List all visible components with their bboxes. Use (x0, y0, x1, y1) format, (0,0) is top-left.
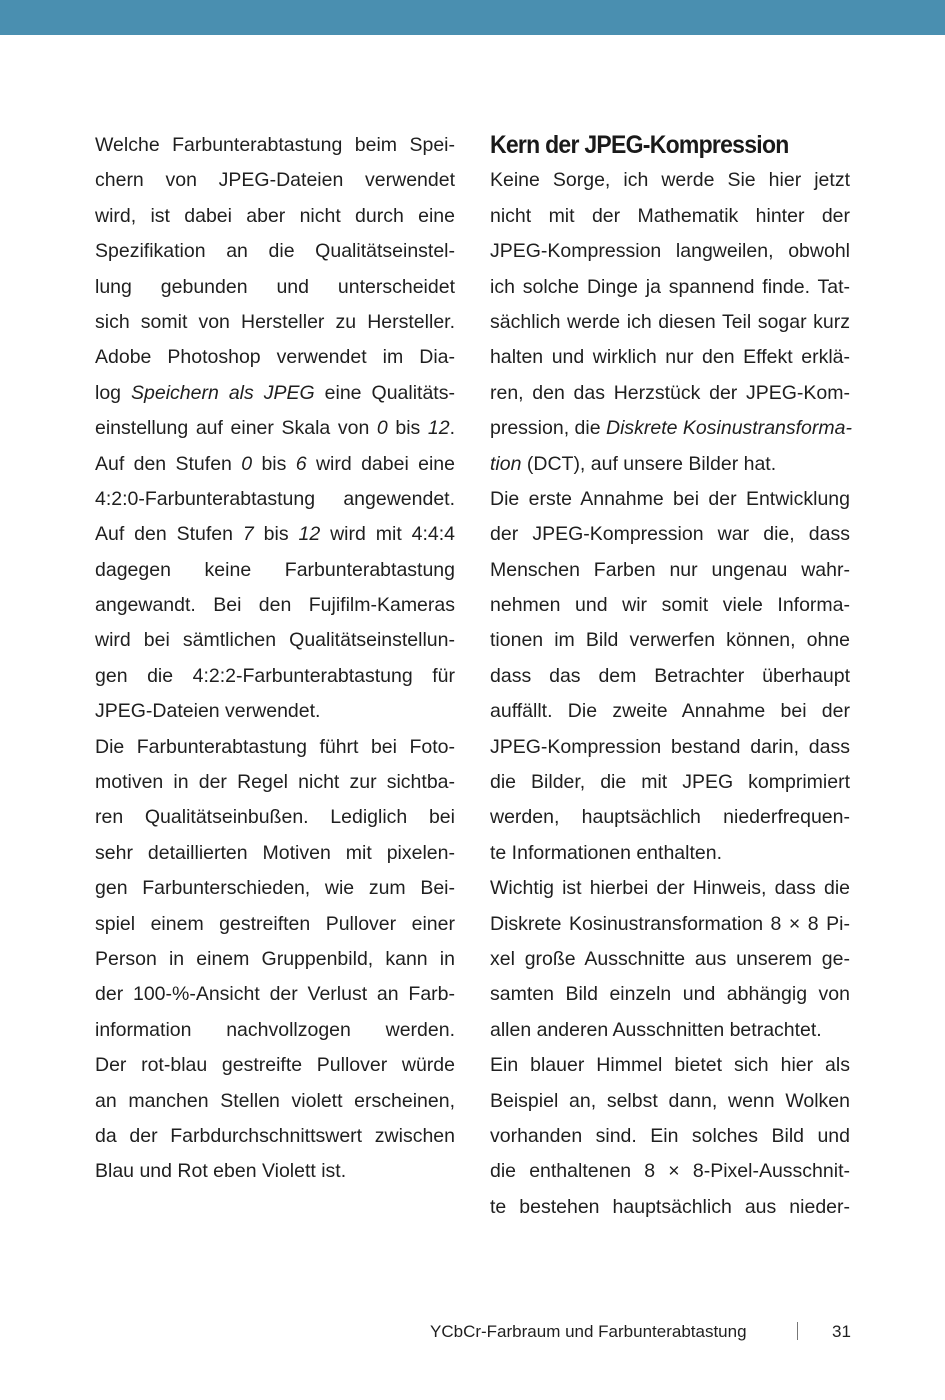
header-color-bar (0, 0, 945, 35)
text-line: sächlich werde ich diesen Teil sogar kurz (490, 310, 850, 333)
text-line: Die erste Annahme bei der Entwicklung (490, 487, 850, 510)
text-line: Auf den Stufen 0 bis 6 wird dabei eine (95, 452, 456, 475)
text-line: motiven in der Regel nicht zur sichtba- (95, 771, 455, 794)
page-number: 31 (832, 1322, 851, 1341)
text-line: Wichtig ist hierbei der Hinweis, dass die (490, 877, 850, 900)
text-line: der 100-%-Ansicht der Verlust an Farb- (95, 983, 455, 1006)
text-line: einstellung auf einer Skala von 0 bis 12. (95, 417, 456, 440)
text-line: wird bei sämtlichen Qualitätseinstellun- (95, 629, 455, 652)
text-line: ich solche Dinge ja spannend finde. Tat- (490, 275, 850, 298)
text-line: Menschen Farben nur ungenau wahr- (490, 558, 850, 581)
text-line: sich somit von Hersteller zu Hersteller. (95, 310, 455, 333)
text-line: Adobe Photoshop verwendet im Dia- (95, 346, 455, 369)
section-heading: Kern der JPEG-Kompression (490, 131, 789, 159)
text-line: lung gebunden und unterscheidet (95, 275, 455, 298)
text-line: sehr detaillierten Motiven mit pixelen- (95, 841, 455, 864)
text-line: die enthaltenen 8 × 8-Pixel-Ausschnit- (490, 1160, 850, 1183)
text-line: Blau und Rot eben Violett ist. (95, 1160, 347, 1183)
text-line: chern von JPEG-Dateien verwendet (95, 169, 455, 192)
text-line: JPEG-Kompression langweilen, obwohl (490, 240, 850, 263)
text-line: information nachvollzogen werden. (95, 1018, 455, 1041)
text-line: auffällt. Die zweite Annahme bei der (490, 700, 850, 723)
text-line: angewandt. Bei den Fujifilm-Kameras (95, 594, 455, 617)
footer-divider (797, 1322, 798, 1340)
text-line: tionen im Bild verwerfen können, ohne (490, 629, 850, 652)
text-line: spiel einem gestreiften Pullover einer (95, 912, 455, 935)
text-line: Die Farbunterabtastung führt bei Foto- (95, 735, 455, 758)
text-line: da der Farbdurchschnittswert zwischen (95, 1124, 455, 1147)
text-line: die Bilder, die mit JPEG komprimiert (490, 771, 850, 794)
right-text-column (490, 128, 850, 1225)
italic-term: Diskrete Kosinustransforma- (605, 417, 852, 440)
text-line: JPEG-Kompression bestand darin, dass (490, 735, 850, 758)
text-line: te Informationen enthalten. (490, 841, 722, 864)
text-line: wird, ist dabei aber nicht durch eine (95, 204, 455, 227)
text-line: te bestehen hauptsächlich aus nieder- (490, 1195, 850, 1218)
text-line: ren Qualitätseinbußen. Lediglich bei (95, 806, 455, 829)
text-line: dass das dem Betrachter überhaupt (490, 664, 850, 687)
text-line: samten Bild einzeln und abhängig von (490, 983, 850, 1006)
text-line: Welche Farbunterabtastung beim Spei- (95, 134, 455, 156)
text-line: nicht mit der Mathematik hinter der (490, 204, 850, 227)
text-line: Beispiel an, selbst dann, wenn Wolken (490, 1089, 850, 1112)
text-line: gen die 4:2:2-Farbunterabtastung für (95, 664, 455, 687)
text-line: 4:2:0-Farbunterabtastung angewendet. (95, 487, 455, 510)
text-line: tion (DCT), auf unsere Bilder hat. (490, 452, 777, 475)
text-line: ren, den das Herzstück der JPEG-Kom- (490, 381, 850, 404)
text-line: Ein blauer Himmel bietet sich hier als (490, 1054, 850, 1077)
left-text-column (95, 128, 455, 1190)
text-line: Diskrete Kosinustransformation 8 × 8 Pi- (490, 912, 850, 935)
text-line: der JPEG-Kompression war die, dass (490, 523, 850, 546)
text-line: vorhanden sind. Ein solches Bild und (490, 1124, 850, 1147)
text-line: dagegen keine Farbunterabtastung (95, 558, 455, 581)
text-line: Person in einem Gruppenbild, kann in (95, 947, 455, 970)
text-line: log Speichern als JPEG eine Qualitäts- (95, 381, 455, 404)
text-line: pression, die Diskrete Kosinustransforma- (490, 417, 852, 440)
text-line: Der rot-blau gestreifte Pullover würde (95, 1054, 455, 1077)
text-line: xel große Ausschnitte aus unserem ge- (490, 947, 850, 970)
footer-chapter-title: YCbCr-Farbraum und Farbunterabtastung (430, 1322, 747, 1341)
text-line: allen anderen Ausschnitten betrachtet. (490, 1018, 822, 1041)
text-line: halten und wirklich nur den Effekt erklä- (490, 346, 850, 369)
text-line: Spezifikation an die Qualitätseinstel- (95, 240, 455, 263)
text-line: an manchen Stellen violett erscheinen, (95, 1089, 455, 1112)
text-line: JPEG-Dateien verwendet. (95, 700, 321, 723)
text-line: Keine Sorge, ich werde Sie hier jetzt (490, 169, 850, 192)
text-line: gen Farbunterschieden, wie zum Bei- (95, 877, 455, 900)
text-line: nehmen und wir somit viele Informa- (490, 594, 850, 617)
text-line: Auf den Stufen 7 bis 12 wird mit 4:4:4 (95, 523, 456, 546)
italic-term: Speichern als JPEG (131, 381, 315, 404)
text-line: werden, hauptsächlich niederfrequen- (490, 806, 850, 829)
